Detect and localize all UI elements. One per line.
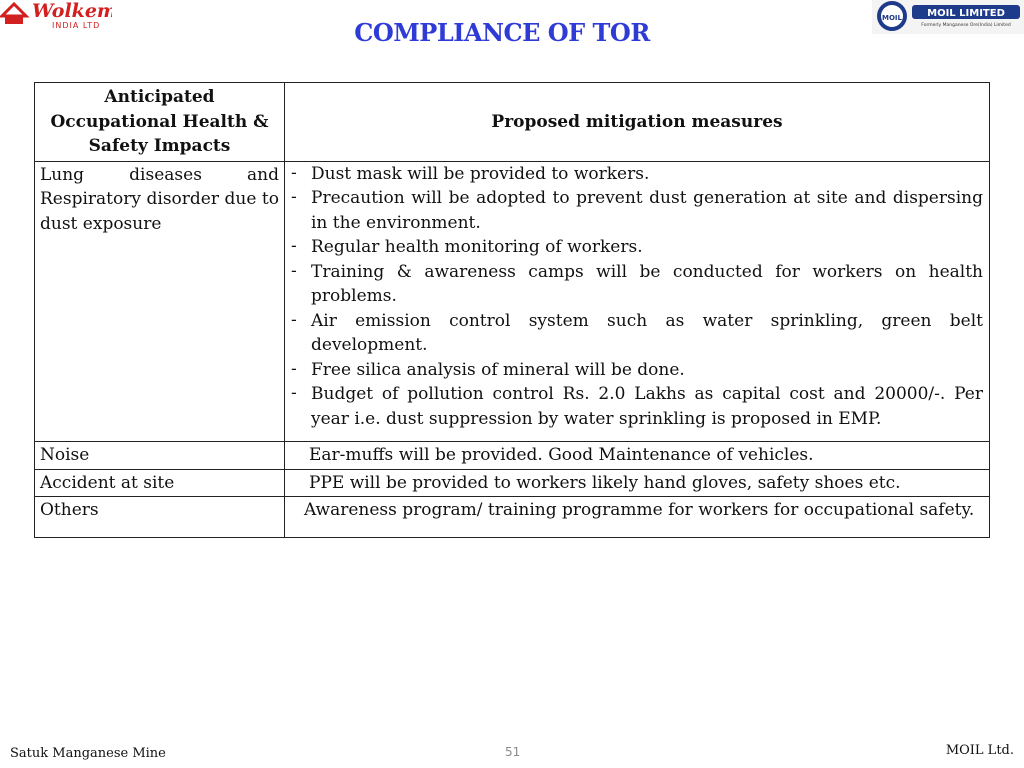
moil-logo (872, 0, 1024, 34)
page-title: COMPLIANCE OF TOR (354, 18, 650, 47)
bullet-dash: - (291, 236, 297, 256)
measure-text: Budget of pollution control Rs. 2.0 Lakhs as capital cost and 20000/-. Per year i.e. dust suppression by water sprinkling is proposed in EMP. (311, 384, 983, 429)
measure-cell: PPE will be provided to workers likely hand gloves, safety shoes etc. (285, 469, 990, 497)
list-item (291, 260, 983, 309)
list-item (291, 309, 983, 358)
impact-cell: Accident at site (35, 469, 285, 497)
moil-logo-subtext: Formerly Manganese Ore(India) Limited (921, 23, 1011, 28)
bullet-dash: - (291, 383, 297, 403)
measures-cell (285, 161, 990, 442)
measure-cell: Ear-muffs will be provided. Good Maintenance of vehicles. (285, 442, 990, 470)
table-row (35, 497, 990, 538)
moil-logo-graphic (872, 0, 1024, 34)
header-measures: Proposed mitigation measures (285, 83, 990, 162)
list-item (291, 235, 983, 260)
table-header-row (35, 83, 990, 162)
measure-cell: Awareness program/ training programme for workers for occupational safety. (285, 497, 990, 538)
measure-text: Air emission control system such as water sprinkling, green belt development. (311, 310, 983, 355)
list-item (291, 162, 983, 187)
impact-cell: Noise (35, 442, 285, 470)
footer-project-name: Satuk Manganese Mine (10, 746, 166, 761)
moil-logo-text: MOIL LIMITED (927, 8, 1005, 19)
list-item (291, 382, 983, 431)
svg-text:MOIL: MOIL (882, 14, 902, 22)
bullet-dash: - (291, 358, 297, 379)
wolkem-logo-subtext: INDIA LTD (52, 21, 101, 30)
wolkem-logo-text: Wolkem (32, 0, 112, 22)
bullet-dash: - (291, 162, 297, 183)
measure-text: Precaution will be adopted to prevent dust generation at site and dispersing in the environment. (311, 188, 983, 233)
list-item (291, 186, 983, 235)
table-row (35, 161, 990, 442)
bullet-dash: - (291, 187, 297, 207)
bullet-dash: - (291, 260, 297, 281)
footer-company: MOIL Ltd. (945, 743, 1014, 758)
header-impact: Anticipated Occupational Health & Safety Impacts (35, 83, 285, 162)
measure-text: Dust mask will be provided to workers. (311, 163, 650, 184)
table-row (35, 469, 990, 497)
measure-text: Regular health monitoring of workers. (311, 237, 643, 257)
tor-compliance-table (34, 82, 990, 538)
measure-text: Training & awareness camps will be conducted for workers on health problems. (311, 261, 983, 306)
impact-cell: Others (35, 497, 285, 538)
measure-text: Free silica analysis of mineral will be done. (311, 359, 685, 380)
measure-list (285, 162, 989, 442)
impact-cell: Lung diseases and Respiratory disorder due to dust exposure (35, 161, 285, 442)
page-number: 51 (505, 745, 521, 759)
table-row (35, 442, 990, 470)
list-item (291, 358, 983, 383)
bullet-dash: - (291, 309, 297, 330)
